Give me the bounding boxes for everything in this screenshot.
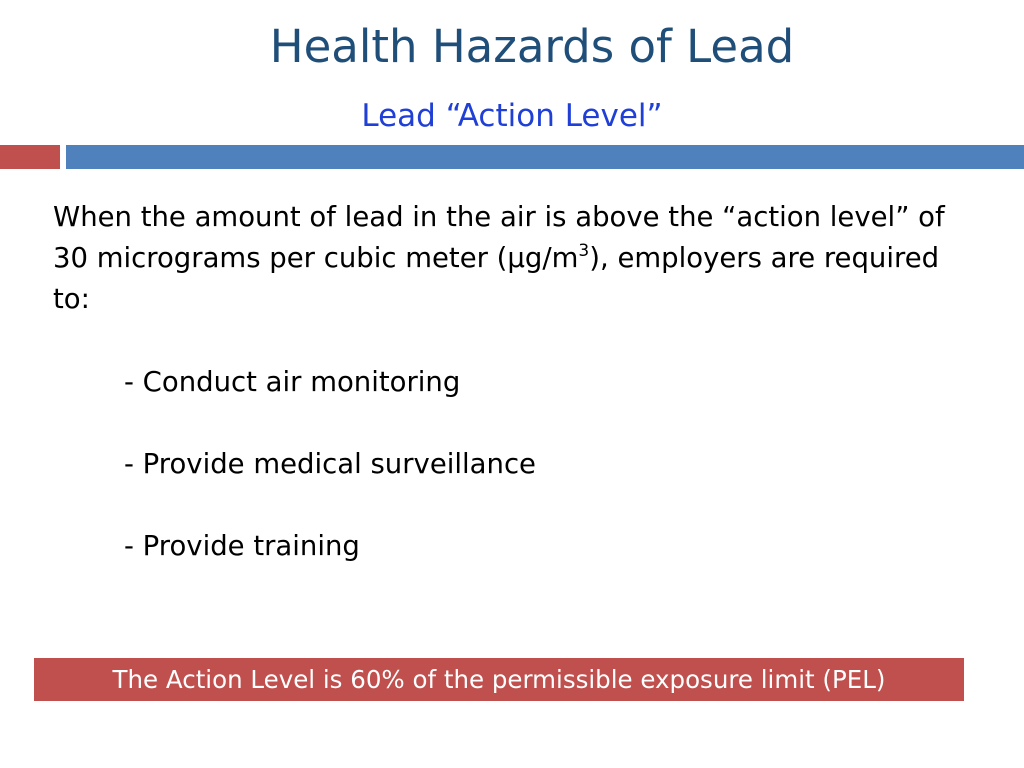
slide-title: Health Hazards of Lead xyxy=(269,20,795,73)
accent-bar-blue xyxy=(66,145,1024,169)
intro-text-part2: ), employers are required to: xyxy=(53,242,940,315)
slide-subtitle: Lead “Action Level” xyxy=(361,98,663,134)
callout-banner: The Action Level is 60% of the permissible exposure limit (PEL) xyxy=(34,658,964,701)
intro-text-part1: When the amount of lead in the air is above the “action level” of 30 micrograms per cubic meter (µg/m xyxy=(53,201,945,274)
bullet-medical-surveillance: - Provide medical surveillance xyxy=(124,448,536,480)
bullet-training: - Provide training xyxy=(124,530,360,562)
superscript-cubed: 3 xyxy=(578,241,590,261)
intro-paragraph xyxy=(53,197,983,320)
bullet-air-monitoring: - Conduct air monitoring xyxy=(124,366,461,398)
accent-bar-red xyxy=(0,145,60,169)
